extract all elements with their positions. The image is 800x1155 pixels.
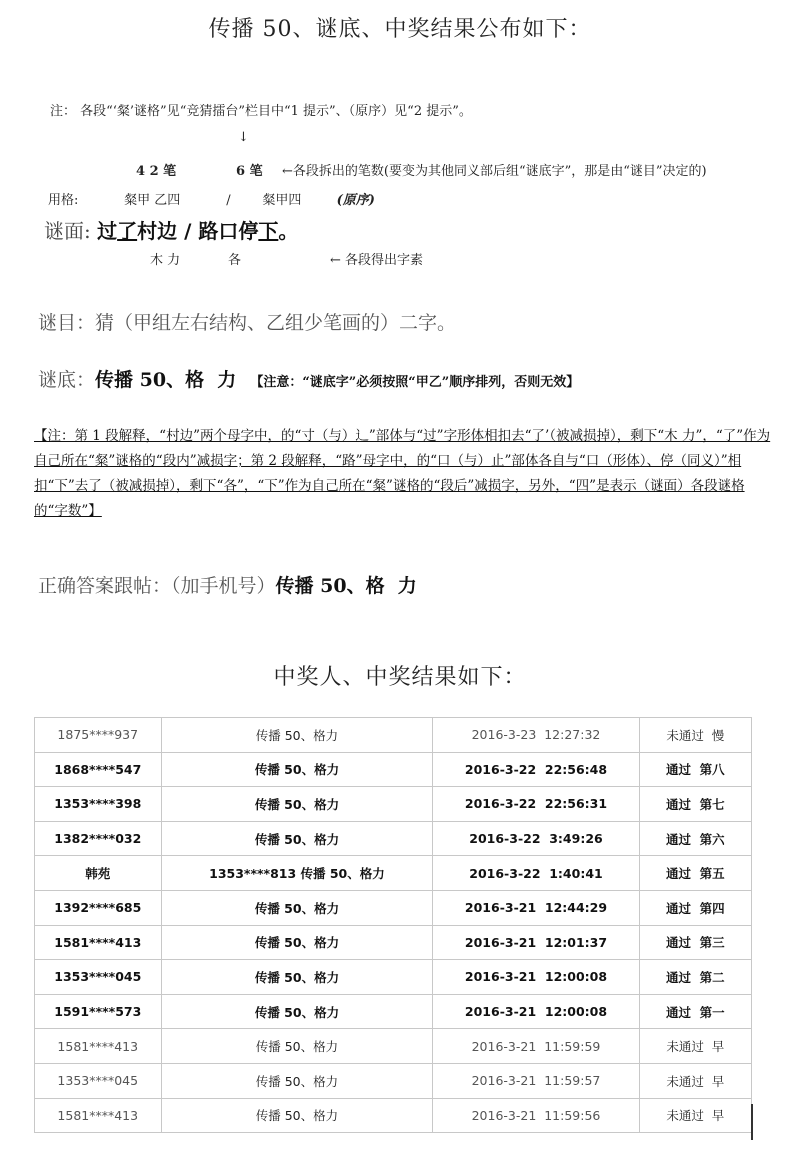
stroke-count-second: 6 笔 [236, 164, 263, 179]
answer-warning: 【注意：“谜底字”必须按照“甲乙”顺序排列，否则无效】 [250, 375, 580, 390]
result-status: 通过 第七 [639, 787, 751, 822]
correct-answer-value: 传播 50、格 力 [275, 575, 417, 597]
table-row [35, 960, 752, 995]
result-answer: 传播 50、格力 [161, 787, 433, 822]
riddle-target: 谜目：猜（甲组左右结构、乙组少笔画的）二字。 [38, 312, 457, 334]
parts-second: 各 [228, 253, 242, 268]
parts-note: ← 各段得出字素 [330, 253, 424, 268]
riddle-separator: / [177, 219, 199, 243]
table-row [35, 787, 752, 822]
table-row [35, 856, 752, 891]
result-phone: 1392****685 [35, 890, 162, 925]
riddle-label: 谜面: [44, 219, 91, 243]
table-edge-line [751, 1104, 753, 1140]
result-time: 2016-3-21 12:00:08 [433, 960, 639, 995]
result-time: 2016-3-22 22:56:31 [433, 787, 639, 822]
result-status: 未通过 早 [639, 1029, 751, 1064]
result-status: 通过 第三 [639, 925, 751, 960]
result-answer: 传播 50、格力 [161, 718, 433, 753]
result-phone: 1581****413 [35, 1098, 162, 1133]
parts-line [0, 249, 800, 267]
result-time: 2016-3-21 11:59:56 [433, 1098, 639, 1133]
parts-first: 木 力 [150, 253, 181, 268]
result-answer: 传播 50、格力 [161, 1029, 433, 1064]
stroke-count-line [0, 160, 800, 178]
result-answer: 传播 50、格力 [161, 1098, 433, 1133]
result-status: 通过 第五 [639, 856, 751, 891]
riddle-char: 过 [97, 219, 118, 243]
riddle-char-underlined: 了 [117, 219, 138, 243]
result-phone: 1353****045 [35, 1063, 162, 1098]
usage-label: 用格: [48, 193, 79, 208]
result-time: 2016-3-21 12:00:08 [433, 994, 639, 1029]
result-time: 2016-3-23 12:27:32 [433, 718, 639, 753]
correct-answer-label: 正确答案跟帖：（加手机号） [38, 575, 276, 597]
result-time: 2016-3-22 1:40:41 [433, 856, 639, 891]
usage-part-1: 粲甲 乙四 [124, 193, 181, 208]
result-phone: 1581****413 [35, 925, 162, 960]
answer-label: 谜底： [38, 369, 96, 391]
usage-separator: / [226, 193, 231, 208]
result-status: 未通过 慢 [639, 718, 751, 753]
answer-line [38, 365, 579, 392]
result-answer: 传播 50、格力 [161, 890, 433, 925]
result-phone: 1868****547 [35, 752, 162, 787]
result-time: 2016-3-21 11:59:57 [433, 1063, 639, 1098]
result-time: 2016-3-21 12:01:37 [433, 925, 639, 960]
table-row [35, 1098, 752, 1133]
riddle-line [44, 215, 298, 244]
table-row [35, 1063, 752, 1098]
result-status: 未通过 早 [639, 1063, 751, 1098]
explanation-paragraph: 【注：第 1 段解释，“村边”两个母字中，的“寸（与）辶”部体与“过”字形体相扣去“了’（被减损掉），剩下“木 力”，“了”作为自己所在“粲”谜格的“段内”减损字；第 2 段解释，“路”母字中，的“口（与）止”部体各自与“口（形体）、停（同义）”相扣“下”去了（被减损掉），剩下“各”，“下”作为自己所在“粲”谜格的“段后”减损字，另外，“四”是表示（谜面）各段谜格的“字数”】 [34, 428, 771, 519]
result-answer: 传播 50、格力 [161, 925, 433, 960]
usage-line [48, 189, 375, 208]
table-row [35, 752, 752, 787]
result-status: 通过 第二 [639, 960, 751, 995]
result-phone: 1353****045 [35, 960, 162, 995]
stroke-count-first: 4 2 笔 [136, 164, 177, 179]
riddle-char-underlined: 下 [258, 219, 279, 243]
result-answer: 传播 50、格力 [161, 821, 433, 856]
usage-order: (原序) [336, 193, 375, 208]
usage-part-2: 粲甲四 [262, 193, 302, 208]
result-phone: 1353****398 [35, 787, 162, 822]
result-phone: 1382****032 [35, 821, 162, 856]
result-time: 2016-3-21 12:44:29 [433, 890, 639, 925]
stroke-count-explanation: ←各段拆出的笔数(要变为其他同义部后组“谜底字”，那是由“谜目”决定的) [282, 164, 707, 179]
result-phone: 1591****573 [35, 994, 162, 1029]
table-row [35, 925, 752, 960]
result-time: 2016-3-22 22:56:48 [433, 752, 639, 787]
correct-answer-line [38, 571, 417, 598]
result-status: 通过 第六 [639, 821, 751, 856]
result-phone: 1581****413 [35, 1029, 162, 1064]
riddle-text [97, 219, 298, 243]
results-table [34, 717, 752, 1133]
result-answer: 传播 50、格力 [161, 994, 433, 1029]
page-title: 传播 50、谜底、中奖结果公布如下： [208, 17, 592, 42]
result-status: 未通过 早 [639, 1098, 751, 1133]
hint-note: 注： 各段“‘粲’谜格”见“竞猜擂台”栏目中“1 提示”、（原序）见“2 提示”。 [50, 104, 472, 119]
winners-title: 中奖人、中奖结果如下： [273, 665, 527, 690]
result-phone: 1875****937 [35, 718, 162, 753]
riddle-char: 村边 [137, 219, 178, 243]
result-answer: 传播 50、格力 [161, 752, 433, 787]
riddle-end: 。 [278, 219, 299, 243]
table-row [35, 1029, 752, 1064]
table-row [35, 718, 752, 753]
riddle-char: 路口停 [198, 219, 259, 243]
table-row [35, 821, 752, 856]
result-status: 通过 第四 [639, 890, 751, 925]
result-status: 通过 第八 [639, 752, 751, 787]
result-status: 通过 第一 [639, 994, 751, 1029]
table-row [35, 994, 752, 1029]
result-time: 2016-3-21 11:59:59 [433, 1029, 639, 1064]
result-answer: 传播 50、格力 [161, 1063, 433, 1098]
result-answer: 传播 50、格力 [161, 960, 433, 995]
result-phone: 韩苑 [35, 856, 162, 891]
answer-value: 传播 50、格 力 [95, 369, 237, 391]
result-answer: 1353****813 传播 50、格力 [161, 856, 433, 891]
table-row [35, 890, 752, 925]
arrow-down-icon: ↓ [238, 130, 249, 145]
result-time: 2016-3-22 3:49:26 [433, 821, 639, 856]
